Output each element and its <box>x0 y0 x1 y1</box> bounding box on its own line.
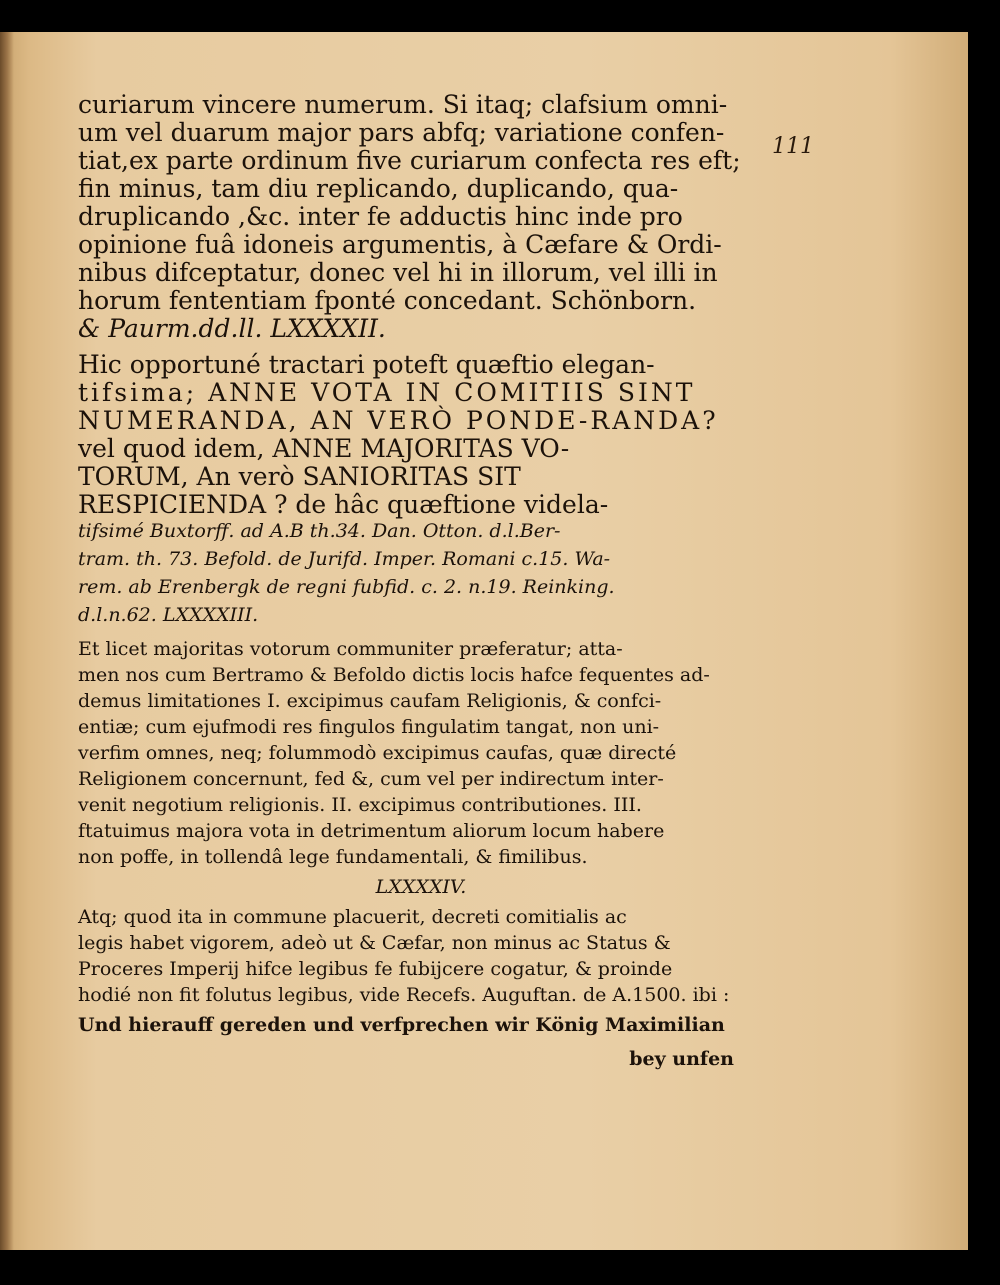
catchword: bey unfen <box>629 1048 734 1070</box>
margin-page-number: 111 <box>772 134 814 159</box>
text-line: hodié non fit folutus legibus, vide Recefs. Auguftan. de A.1500. ibi : <box>78 984 730 1006</box>
text-line: NUMERANDA, AN VERÒ PONDE-RANDA? <box>78 406 719 435</box>
text-line: nibus difceptatur, donec vel hi in illorum, vel illi in <box>78 258 718 287</box>
book-page <box>0 32 968 1250</box>
text-line: TORUM, An verò SANIORITAS SIT <box>78 462 521 491</box>
text-line: tifsima; ANNE VOTA IN COMITIIS SINT <box>78 378 696 407</box>
text-line: legis habet vigorem, adeò ut & Cæfar, non minus ac Status & <box>78 932 671 954</box>
text-line: ftatuimus majora vota in detrimentum aliorum locum habere <box>78 820 665 842</box>
text-line: vel quod idem, ANNE MAJORITAS VO- <box>78 434 570 463</box>
text-line: horum fententiam fponté concedant. Schönborn. <box>78 286 697 315</box>
text-line: Et licet majoritas votorum communiter præferatur; atta- <box>78 638 623 660</box>
section-numeral: LXXXXIV. <box>375 876 467 898</box>
text-line: Religionem concernunt, fed &, cum vel per indirectum inter- <box>78 768 664 790</box>
text-line: men nos cum Bertramo & Befoldo dictis locis hafce fequentes ad- <box>78 664 710 686</box>
text-line: demus limitationes I. excipimus caufam Religionis, & confci- <box>78 690 662 712</box>
text-line: venit negotium religionis. II. excipimus contributiones. III. <box>78 794 642 816</box>
section-numeral-line: & Paurm.dd.ll. LXXXXII. <box>78 314 386 343</box>
text-line: tifsimé Buxtorff. ad A.B th.34. Dan. Otton. d.l.Ber- <box>78 520 561 542</box>
text-line: druplicando ,&c. inter fe adductis hinc inde pro <box>78 202 683 231</box>
text-line: curiarum vincere numerum. Si itaq; clafsium omni- <box>78 90 728 119</box>
text-line: verfim omnes, neq; folummodò excipimus caufas, quæ directé <box>78 742 677 764</box>
text-line: Atq; quod ita in commune placuerit, decreti comitialis ac <box>78 906 627 928</box>
text-line: Hic opportuné tractari poteft quæftio elegan- <box>78 350 655 379</box>
text-line: tram. th. 73. Befold. de Jurifd. Imper. Romani c.15. Wa- <box>78 548 611 570</box>
text-line: tiat,ex parte ordinum five curiarum confecta res eft; <box>78 146 741 175</box>
blackletter-line: Und hierauff gereden und verfprechen wir König Maximilian <box>78 1014 725 1036</box>
text-line: RESPICIENDA ? de hâc quæftione videla- <box>78 490 609 519</box>
text-line: opinione fuâ idoneis argumentis, à Cæfare & Ordi- <box>78 230 722 259</box>
section-numeral-line: d.l.n.62. LXXXXIII. <box>78 604 259 626</box>
text-line: fin minus, tam diu replicando, duplicando, qua- <box>78 174 679 203</box>
text-line: entiæ; cum ejufmodi res fingulos fingulatim tangat, non uni- <box>78 716 660 738</box>
text-line: um vel duarum major pars abfq; variatione confen- <box>78 118 725 147</box>
text-line: non poffe, in tollendâ lege fundamentali, & fimilibus. <box>78 846 588 868</box>
text-line: Proceres Imperij hifce legibus fe fubijcere cogatur, & proinde <box>78 958 673 980</box>
text-line: rem. ab Erenbergk de regni fubfid. c. 2. n.19. Reinking. <box>78 576 615 598</box>
